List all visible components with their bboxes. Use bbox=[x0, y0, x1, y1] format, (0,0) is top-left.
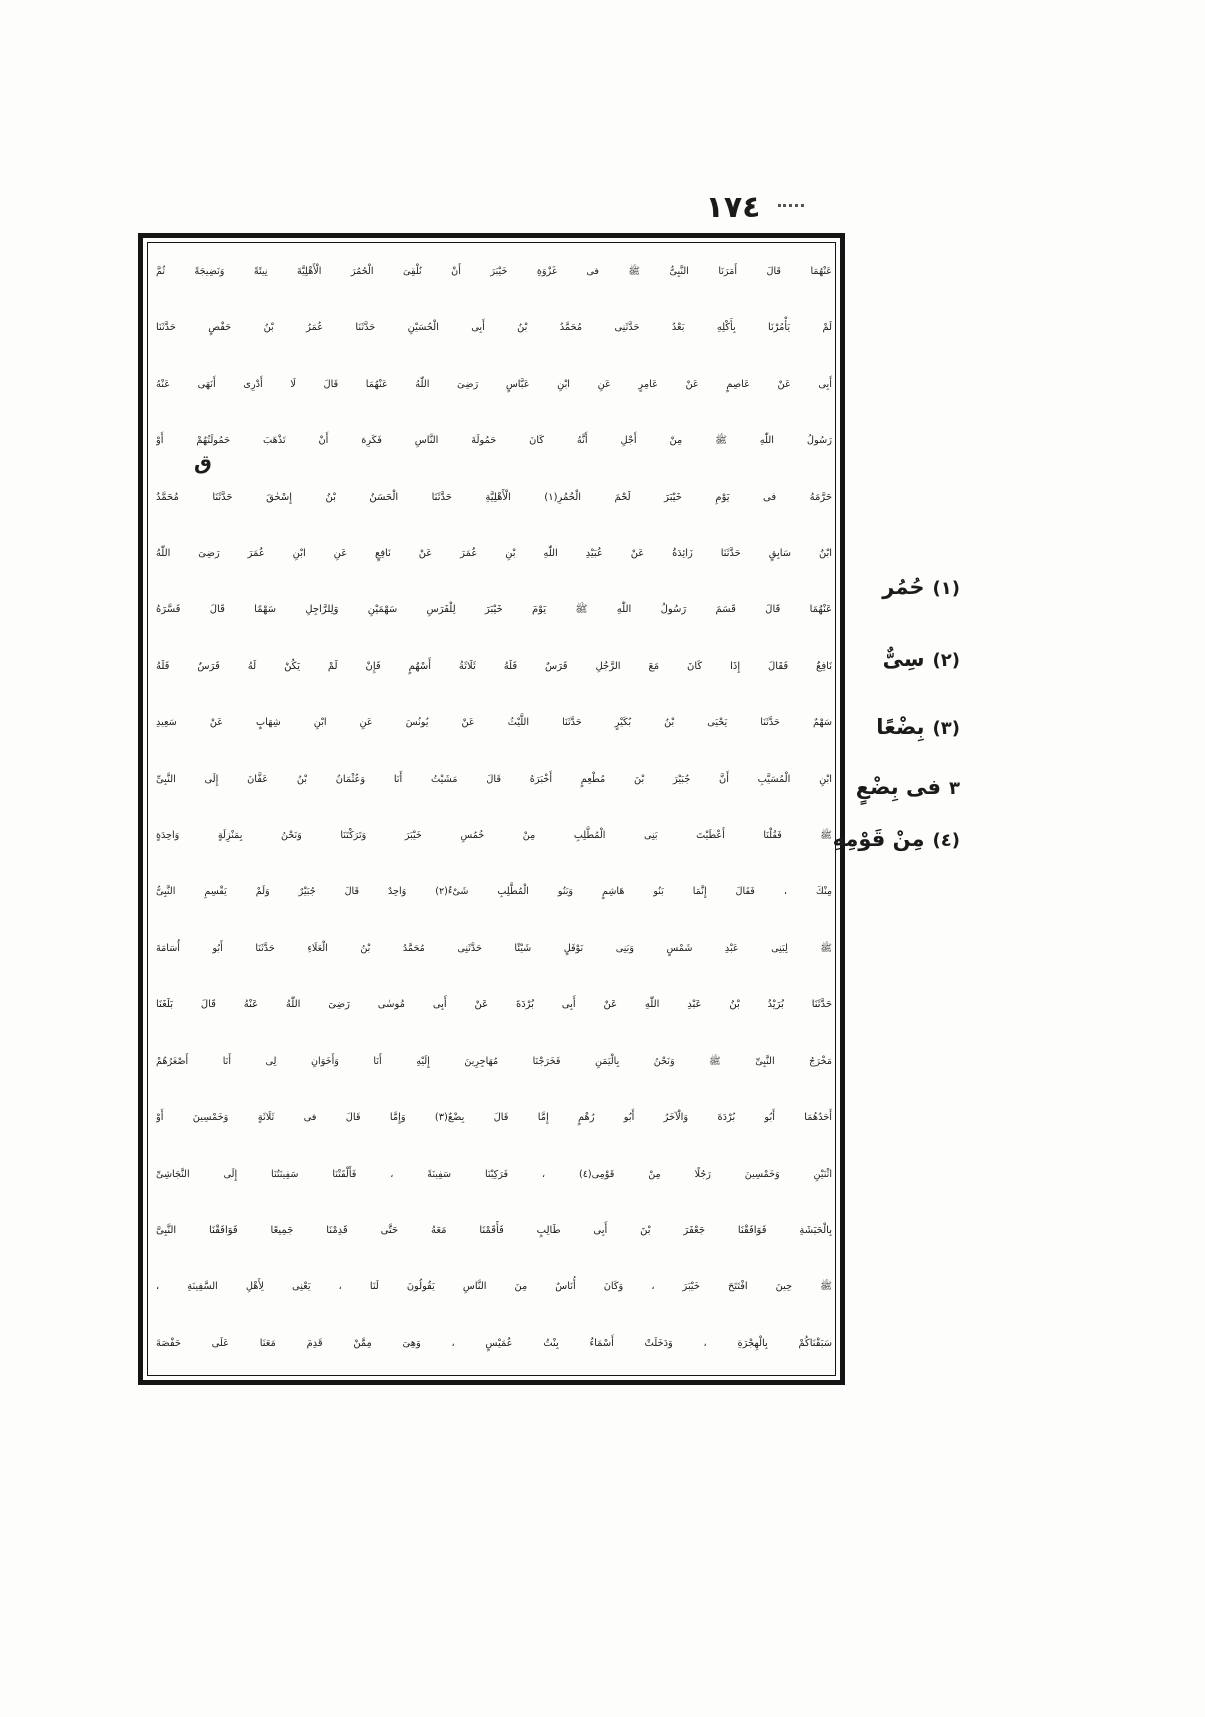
text-line-content: حَرَّمَهُ فى يَوْمِ خَيْبَرَ لَحْمَ الْحُمُرِ(١) الْأَهْلِيَّةِ حَدَّثَنَا الْحَسَنُ بْنُ إِسْحٰقَ حَدَّثَنَا مُحَمَّدُ bbox=[156, 491, 832, 503]
text-line-content: سَهْمٌ حَدَّثَنَا يَحْيَى بْنُ بُكَيْرٍ حَدَّثَنَا اللَّيْثُ عَنْ يُونُسَ عَنِ ابْنِ شِهَابٍ عَنْ سَعِيدِ bbox=[156, 717, 832, 729]
margin-note-number: (٢) bbox=[932, 650, 960, 671]
text-line bbox=[156, 582, 832, 638]
text-line bbox=[156, 470, 832, 526]
text-line-content: ﷺ فَقُلْنَا أَعْطَيْتَ بَنِى الْمُطَّلِبِ مِنْ خُمُسِ خَيْبَرَ وَتَرَكْتَنَا وَنَحْنُ بِمَنْزِلَةٍ وَاحِدَةٍ bbox=[156, 830, 832, 842]
text-line-content: أَحَدُهُمَا أَبُو بُرْدَةَ وَالْآخَرُ أَبُو رُهْمٍ إِمَّا قَالَ بِضْعٌ(٣) وَإِمَّا قَالَ فى ثَلَاثَةٍ وَخَمْسِينَ أَوْ bbox=[156, 1112, 832, 1124]
text-line-content: بِالْحَبَشَةِ فَوَافَقْنَا جَعْفَرَ بْنَ أَبِى طَالِبٍ فَأَقَمْنَا مَعَهُ حَتَّى قَدِمْنَا جَمِيعًا فَوَافَقْنَا النَّبِىَّ bbox=[156, 1224, 832, 1236]
text-line-content: رَسُولُ اللّٰهِ ﷺ مِنْ أَجْلِ أَنَّهُ كَانَ حَمُولَةَ النَّاسِ فَكَرِهَ أَنْ تَذْهَبَ حَمُولَتُهُمْ أَوْ bbox=[156, 435, 832, 447]
text-line-content: عَنْهُمَا قَالَ قَسَمَ رَسُولُ اللّٰهِ ﷺ يَوْمَ خَيْبَرَ لِلْفَرَسِ سَهْمَيْنِ وَلِلرَّاجِلِ سَهْمًا قَالَ فَسَّرَهُ bbox=[156, 604, 832, 616]
page-number-ornament bbox=[778, 204, 804, 211]
text-line bbox=[156, 1034, 832, 1090]
variant-reading-mark: ق bbox=[194, 450, 212, 474]
margin-note bbox=[882, 570, 960, 606]
text-line-content: ﷺ حِينَ افْتَتَحَ خَيْبَرَ ، وَكَانَ أُنَاسٌ مِنَ النَّاسِ يَقُولُونَ لَنَا ، يَعْنِى لِأَهْلِ السَّفِينَةِ ، bbox=[156, 1281, 832, 1293]
text-line bbox=[156, 526, 832, 582]
text-line-content: لَمْ يَأْمُرْنَا بِأَكْلِهِ بَعْدُ حَدَّثَنِى مُحَمَّدُ بْنُ أَبِى الْحُسَيْنِ حَدَّثَنَا عُمَرُ بْنُ حَفْصٍ حَدَّثَنَا bbox=[156, 322, 832, 334]
text-line-content: مَخْرَجُ النَّبِىِّ ﷺ وَنَحْنُ بِالْيَمَنِ فَخَرَجْنَا مُهَاجِرِينَ إِلَيْهِ أَنَا وَأَخَوَانِ لِى أَنَا أَصْغَرُهُمْ bbox=[156, 1055, 832, 1067]
text-line bbox=[156, 977, 832, 1033]
text-line bbox=[156, 244, 832, 300]
margin-note bbox=[833, 822, 960, 858]
text-line-content: ﷺ لِبَنِى عَبْدِ شَمْسٍ وَبَنِى نَوْفَلٍ شَيْئًا حَدَّثَنِى مُحَمَّدُ بْنُ الْعَلَاءِ حَدَّثَنَا أَبُو أُسَامَةَ bbox=[156, 942, 832, 954]
text-line bbox=[156, 1090, 832, 1146]
margin-note-text: حُمُر bbox=[882, 575, 925, 599]
text-line bbox=[156, 921, 832, 977]
margin-notes bbox=[832, 0, 960, 1717]
text-line-content: ابْنُ سَابِقٍ حَدَّثَنَا زَائِدَةُ عَنْ عُبَيْدِ اللّٰهِ بْنِ عُمَرَ عَنْ نَافِعٍ عَنِ ابْنِ عُمَرَ رَضِىَ اللّٰهُ bbox=[156, 548, 832, 560]
main-text-block bbox=[156, 244, 832, 1372]
text-line bbox=[156, 357, 832, 413]
margin-note-text: بِضْعًا bbox=[876, 715, 925, 739]
margin-note-number: (٣) bbox=[932, 718, 960, 739]
text-line-content: عَنْهُمَا قَالَ أَمَرَنَا النَّبِىُّ ﷺ فى غَزْوَةِ خَيْبَرَ أَنْ نُلْقِىَ الْحُمُرَ الْأَهْلِيَّةَ نِيئَةً وَنَضِيجَةً ثُمَّ bbox=[156, 266, 832, 277]
text-line bbox=[156, 413, 832, 469]
text-line-content: اثْنَيْنِ وَخَمْسِينَ رَجُلًا مِنْ قَوْمِى(٤) ، فَرَكِبْنَا سَفِينَةً ، فَأَلْقَتْنَا سَفِينَتُنَا إِلَى النَّجَاشِىِّ bbox=[156, 1168, 832, 1180]
margin-note bbox=[856, 770, 960, 806]
text-line bbox=[156, 1259, 832, 1315]
text-line-content: سَبَقْنَاكُمْ بِالْهِجْرَةِ ، وَدَخَلَتْ أَسْمَاءُ بِنْتُ عُمَيْسٍ ، وَهِىَ مِمَّنْ قَدِمَ مَعَنَا عَلَى حَفْصَةَ bbox=[156, 1337, 832, 1349]
margin-note-number: ٣ bbox=[949, 778, 960, 799]
text-line bbox=[156, 1147, 832, 1203]
text-line-content: أَبِى عَنْ عَاصِمٍ عَنْ عَامِرٍ عَنِ ابْنِ عَبَّاسٍ رَضِىَ اللّٰهُ عَنْهُمَا قَالَ لَا أَدْرِى أَنَهَى عَنْهُ bbox=[156, 378, 832, 390]
margin-note-number: (١) bbox=[932, 578, 960, 599]
text-line bbox=[156, 639, 832, 695]
text-line bbox=[156, 752, 832, 808]
margin-note-number: (٤) bbox=[932, 830, 960, 851]
text-line-content: نَافِعٌ فَقَالَ إِذَا كَانَ مَعَ الرَّجُلِ فَرَسٌ فَلَهُ ثَلَاثَةُ أَسْهُمٍ فَإِنْ لَمْ يَكُنْ لَهُ فَرَسٌ فَلَهُ bbox=[156, 660, 832, 672]
text-line bbox=[156, 808, 832, 864]
margin-note bbox=[876, 710, 960, 746]
text-line bbox=[156, 300, 832, 356]
text-line-content: مِنْكَ ، فَقَالَ إِنَّمَا بَنُو هَاشِمٍ وَبَنُو الْمُطَّلِبِ شَىْءٌ(٢) وَاحِدٌ قَالَ جُبَيْرٌ وَلَمْ يَقْسِمِ النَّبِىُّ bbox=[156, 886, 832, 898]
text-line bbox=[156, 1203, 832, 1259]
margin-note-text: فى بِضْعٍ bbox=[855, 775, 941, 799]
margin-note-text: مِنْ قَوْمِهِ bbox=[832, 827, 925, 851]
text-line bbox=[156, 1316, 832, 1372]
text-line bbox=[156, 864, 832, 920]
text-line-content: حَدَّثَنَا بُرَيْدُ بْنُ عَبْدِ اللّٰهِ عَنْ أَبِى بُرْدَةَ عَنْ أَبِى مُوسٰى رَضِىَ اللّٰهُ عَنْهُ قَالَ بَلَغَنَا bbox=[156, 999, 832, 1011]
text-line bbox=[156, 695, 832, 751]
margin-note bbox=[883, 642, 960, 678]
page-number: ١٧٤ bbox=[705, 190, 761, 225]
margin-note-text: سِىٌّ bbox=[882, 647, 925, 671]
text-line-content: ابْنِ الْمُسَيَّبِ أَنَّ جُبَيْرَ بْنَ مُطْعِمٍ أَخْبَرَهُ قَالَ مَشَيْتُ أَنَا وَعُثْمَانُ بْنُ عَفَّانَ إِلَى النَّبِىِّ bbox=[156, 773, 832, 785]
